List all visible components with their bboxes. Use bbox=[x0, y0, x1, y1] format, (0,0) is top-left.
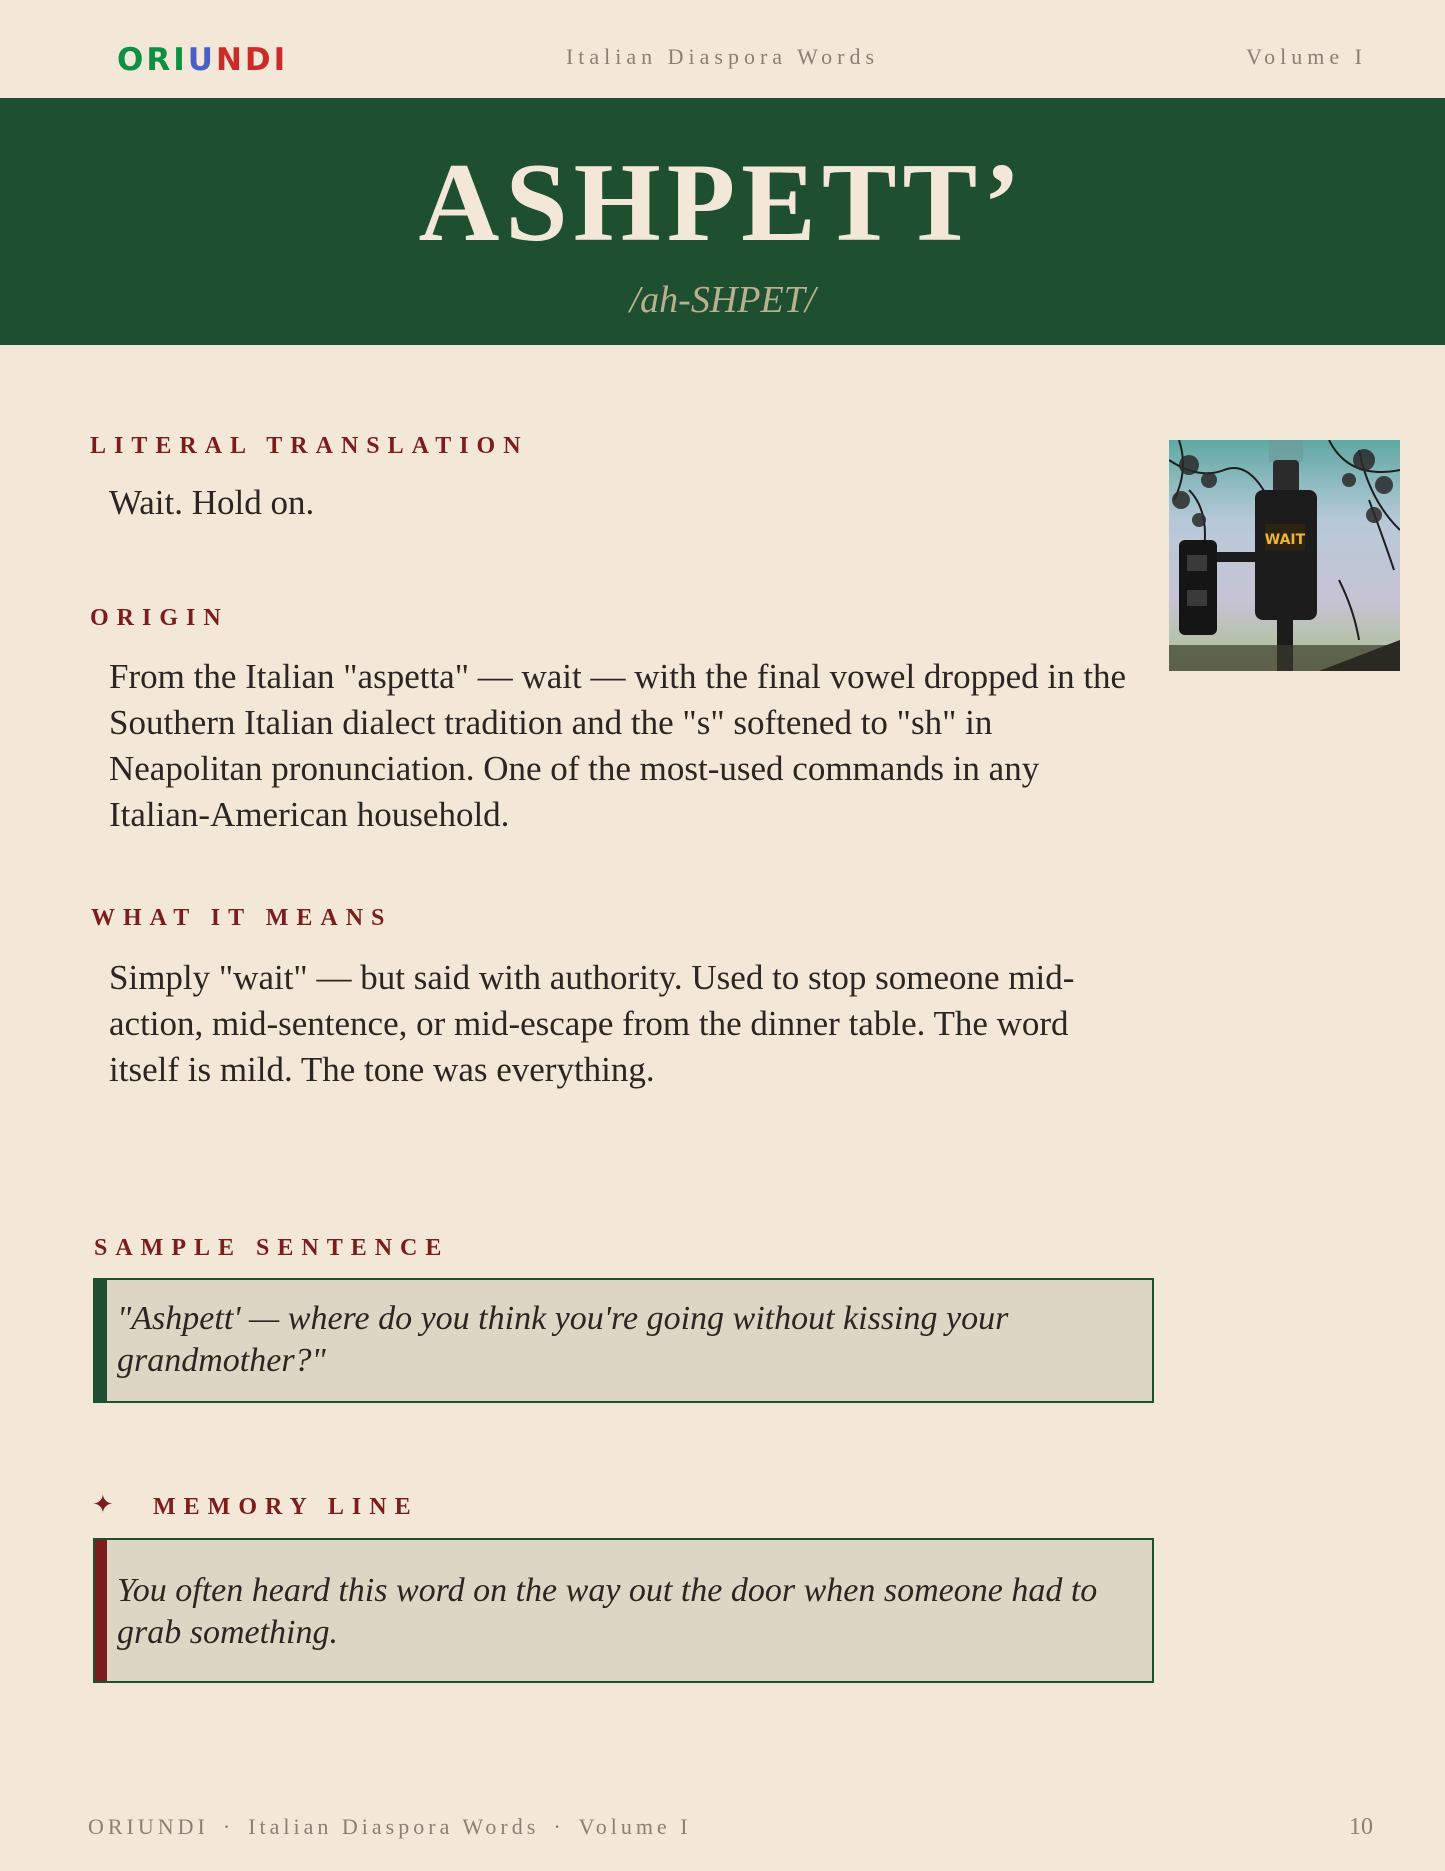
origin-text: From the Italian "aspetta" — wait — with the final vowel dropped in the Southern Italian dialect tradition and the "s" softened to "sh" in Neapolitan pronunciation. One of the most-used commands in any Italian-American household. bbox=[109, 657, 1127, 834]
signal-wait-text: WAIT bbox=[1264, 532, 1306, 548]
pronunciation: /ah-SHPET/ bbox=[629, 279, 816, 321]
literal-translation-text: Wait. Hold on. bbox=[109, 483, 315, 522]
sample-accent-bar bbox=[95, 1280, 107, 1401]
logo-letter: U bbox=[187, 42, 216, 78]
meaning-text: Simply "wait" — but said with authority. Used to stop someone mid-action, mid-sentence, or mid-escape from the dinner table. The word itself is mild. The tone was everything. bbox=[109, 958, 1075, 1089]
memory-line-label: MEMORY LINE bbox=[153, 1494, 419, 1520]
traffic-signal-icon bbox=[1169, 440, 1400, 671]
word-banner bbox=[0, 98, 1445, 345]
logo-letter: I bbox=[173, 42, 188, 78]
footer-series-title: Italian Diaspora Words bbox=[248, 1814, 540, 1839]
memory-line-box bbox=[93, 1538, 1154, 1683]
series-title: Italian Diaspora Words bbox=[565, 44, 880, 69]
memory-line-text: You often heard this word on the way out the door when someone had to grab something. bbox=[117, 1572, 1098, 1651]
footer-credits bbox=[88, 1814, 692, 1840]
volume-label: Volume I bbox=[1246, 44, 1367, 69]
logo-letter: D bbox=[244, 42, 274, 78]
logo-letter: O bbox=[117, 42, 147, 78]
literal-translation-label: LITERAL TRANSLATION bbox=[90, 433, 529, 459]
sample-sentence-text: "Ashpett' — where do you think you're going without kissing your grandmother?" bbox=[117, 1300, 1009, 1379]
entry-word: ASHPETT’ bbox=[418, 141, 1027, 265]
wait-signal-photo bbox=[1169, 440, 1400, 671]
memory-accent-bar bbox=[95, 1540, 107, 1681]
page-number: 10 bbox=[1349, 1814, 1373, 1840]
footer-separator: · bbox=[222, 1814, 235, 1839]
sample-sentence-label: SAMPLE SENTENCE bbox=[94, 1235, 450, 1261]
logo-letter: R bbox=[146, 42, 174, 78]
footer-brand: ORIUNDI bbox=[88, 1814, 209, 1839]
meaning-label: WHAT IT MEANS bbox=[91, 905, 393, 931]
logo-letter: I bbox=[273, 42, 289, 78]
sample-sentence-box bbox=[93, 1278, 1154, 1403]
footer-separator: · bbox=[553, 1814, 565, 1839]
origin-label: ORIGIN bbox=[90, 605, 229, 631]
footer-volume: Volume I bbox=[578, 1814, 692, 1839]
top-bar bbox=[0, 0, 1445, 98]
logo-letter: N bbox=[215, 42, 245, 78]
star-icon: ✦ bbox=[92, 1490, 114, 1520]
